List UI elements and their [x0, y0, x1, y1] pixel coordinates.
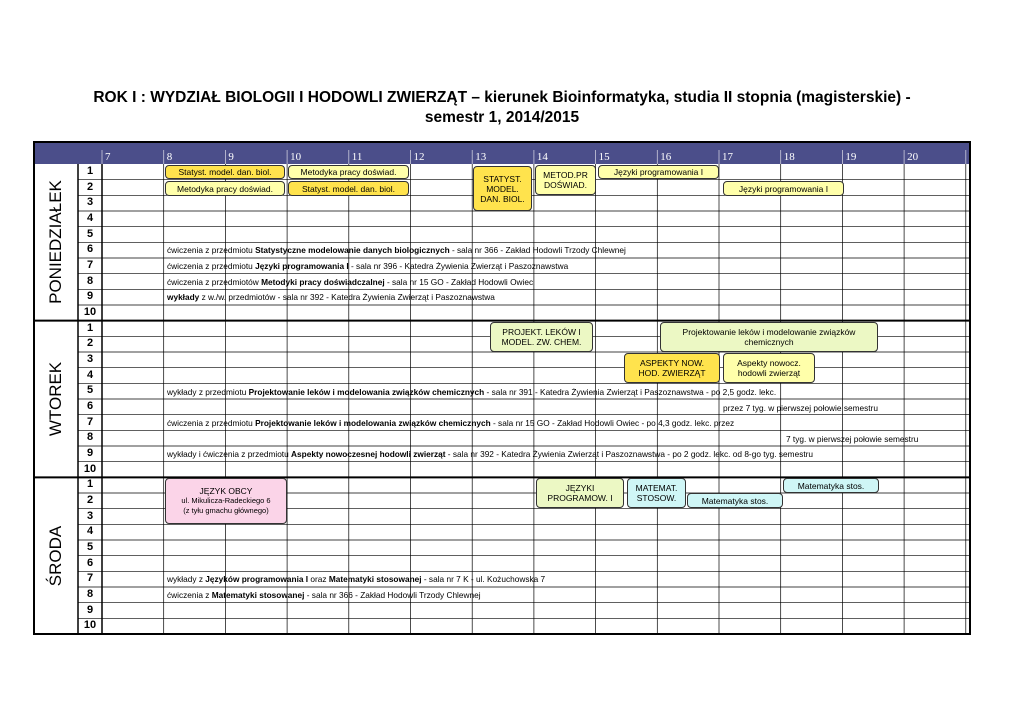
hour-label: 20 [907, 151, 919, 163]
class-block: Aspekty nowocz. hodowli zwierząt [723, 353, 815, 383]
class-block: MATEMAT. STOSOW. [627, 478, 686, 508]
row-number: 9 [86, 447, 94, 459]
row-number: 4 [86, 525, 94, 538]
row-number: 9 [86, 603, 94, 616]
row-number: 3 [86, 196, 94, 209]
class-block: Metodyka pracy doświad. [165, 181, 285, 196]
hour-label: 11 [351, 151, 363, 163]
hour-label: 9 [228, 151, 234, 163]
hour-label: 14 [536, 151, 548, 163]
class-block: JĘZYKI PROGRAMOW. I [536, 478, 624, 508]
class-block: METOD.PR DOŚWIAD. [535, 165, 596, 195]
row-number: 8 [86, 588, 94, 600]
row-number: 5 [86, 541, 94, 553]
row-number: 2 [86, 180, 94, 193]
class-block: Statyst. model. dan. biol. [165, 165, 285, 179]
note-line: wykłady z w./w. przedmiotów - sala nr 392 - Katedra Żywienia Zwierząt i Paszoznawstwa [167, 292, 495, 302]
row-number: 8 [86, 274, 94, 287]
row-number: 3 [86, 353, 94, 365]
row-number: 6 [86, 400, 94, 412]
day-label-tuesday: WTOREK [46, 361, 65, 436]
note-line: ćwiczenia z przedmiotu Statystyczne modelowanie danych biologicznych - sala nr 366 - Zakład Hodowli Trzody Chlewnej [167, 245, 626, 255]
class-block: STATYST. MODEL. DAN. BIOL. [473, 166, 532, 211]
row-number: 3 [86, 509, 94, 522]
hour-label: 10 [290, 151, 302, 163]
row-number: 1 [86, 478, 94, 491]
row-number: 2 [86, 337, 94, 350]
row-number: 4 [86, 212, 94, 224]
row-number: 6 [86, 556, 94, 569]
class-block: Matematyka stos. [783, 478, 879, 493]
hour-label: 18 [783, 151, 795, 163]
row-number: 6 [86, 243, 94, 256]
note-line: 7 tyg. w pierwszej połowie semestru [786, 434, 919, 444]
page-title: ROK I : WYDZIAŁ BIOLOGII I HODOWLI ZWIERZĄT – kierunek Bioinformatyka, studia II stopnia (magisterskie) - [93, 89, 911, 106]
row-number: 9 [86, 290, 94, 303]
class-block: Statyst. model. dan. biol. [288, 181, 409, 196]
hour-label: 7 [105, 151, 111, 163]
day-label-monday: PONIEDZIAŁEK [46, 180, 66, 304]
class-block: JĘZYK OBCY ul. Mikulicza-Radeckiego 6 (z tyłu gmachu głównego) [165, 478, 287, 524]
hour-label: 17 [722, 151, 733, 163]
class-block: PROJEKT. LEKÓW I MODEL. ZW. CHEM. [490, 322, 593, 352]
page-subtitle: semestr 1, 2014/2015 [424, 109, 580, 126]
hour-label: 8 [166, 151, 173, 163]
note-line: ćwiczenia z Matematyki stosowanej - sala nr 366 - Zakład Hodowli Trzody Chlewnej [167, 590, 481, 600]
row-number: 1 [86, 165, 94, 177]
hour-label: 12 [413, 151, 425, 163]
class-block: Języki programowania I [723, 181, 844, 196]
row-number: 8 [86, 431, 94, 444]
class-block: Języki programowania I [598, 165, 719, 179]
note-line: wykłady z przedmiotu Projektowanie leków i modelowania związków chemicznych - sala nr 391 - Katedra Żywienia Zwierząt i Paszoznawstwa - po 2,5 godz. lekc. [167, 387, 777, 397]
class-block: Metodyka pracy doświad. [288, 165, 409, 179]
hour-label: 15 [598, 151, 610, 163]
note-line: ćwiczenia z przedmiotów Metodyki pracy doświadczalnej - sala nr 15 GO - Zakład Hodowli Owiec [167, 277, 534, 287]
row-number: 10 [83, 306, 97, 318]
hour-label: 16 [660, 151, 672, 163]
note-line: ćwiczenia z przedmiotu Projektowanie leków i modelowania związków chemicznych - sala nr 15 GO - Zakład Hodowli Owiec - po 4,3 godz. lekc. przez [167, 418, 735, 428]
row-number: 7 [86, 415, 94, 428]
day-label-wednesday: ŚRODA [46, 525, 65, 586]
row-number: 10 [83, 462, 97, 475]
row-number: 5 [86, 227, 94, 240]
note-line: wykłady z Języków programowania I oraz Matematyki stosowanej - sala nr 7 K - ul. Kożuchowska 7 [167, 574, 546, 584]
row-number: 5 [86, 384, 94, 397]
hour-label: 19 [845, 151, 857, 163]
hour-label: 13 [475, 151, 487, 163]
row-number: 10 [83, 619, 97, 632]
row-number: 4 [86, 368, 94, 381]
row-number: 1 [86, 321, 94, 334]
class-block: Projektowanie leków i modelowanie związków chemicznych [660, 322, 878, 352]
class-block: Matematyka stos. [687, 493, 783, 508]
class-block: ASPEKTY NOW. HOD. ZWIERZĄT [624, 353, 720, 383]
row-number: 7 [86, 259, 94, 271]
note-line: ćwiczenia z przedmiotu Języki programowania I - sala nr 396 - Katedra Żywienia Zwierząt i Paszoznawstwa [167, 261, 569, 271]
row-number: 2 [86, 494, 94, 506]
row-number: 7 [86, 572, 94, 585]
note-line: wykłady i ćwiczenia z przedmiotu Aspekty nowoczesnej hodowli zwierząt - sala nr 392 - Katedra Żywienia Zwierząt i Paszoznawstwa - po 2 godz. lekc. od 8-go tyg. semestru [167, 449, 814, 459]
note-line: przez 7 tyg. w pierwszej połowie semestru [723, 403, 878, 413]
